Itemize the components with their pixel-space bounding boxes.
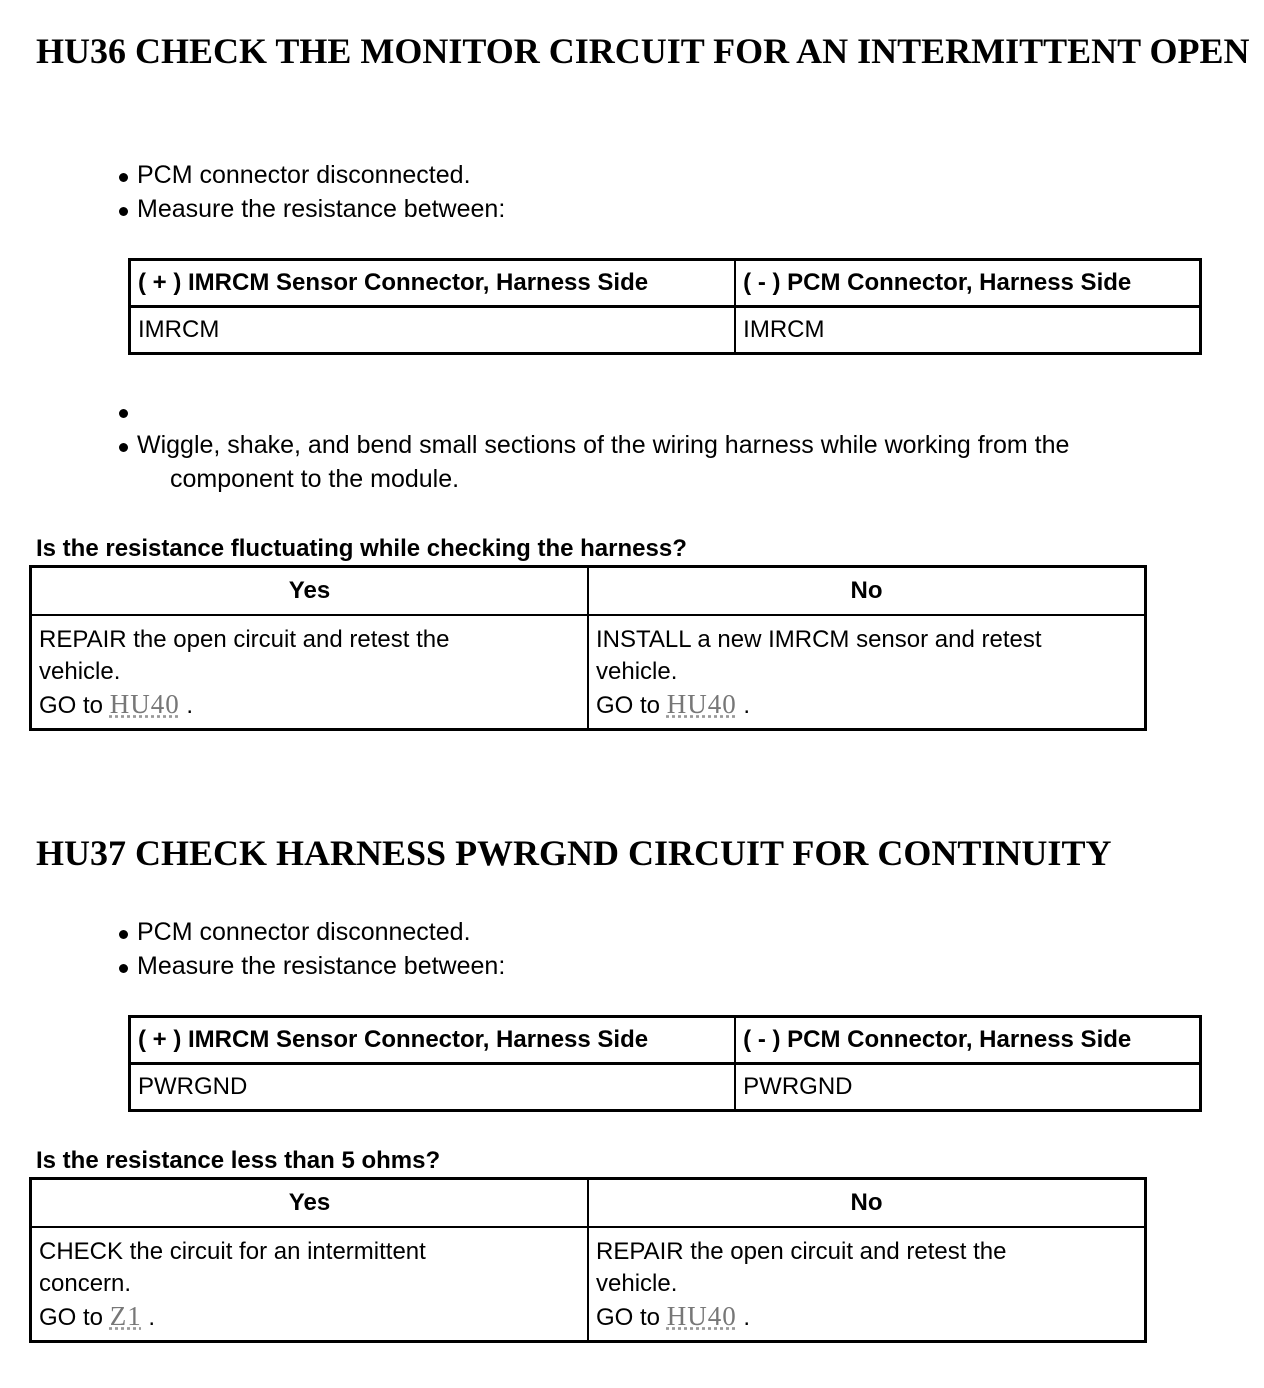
no-goto-suffix: . xyxy=(743,1304,751,1331)
answer-table-hu36 xyxy=(29,565,1147,731)
bullet-text: Wiggle, shake, and bend small sections of the wiring harness while working from the xyxy=(137,431,1070,459)
table-header-positive: ( + ) IMRCM Sensor Connector, Harness Side xyxy=(130,1017,736,1064)
bullet-text-continued: component to the module. xyxy=(170,465,460,493)
no-header: No xyxy=(588,1179,1146,1228)
yes-goto-prefix: GO to xyxy=(39,1304,104,1331)
table-header-negative: ( - ) PCM Connector, Harness Side xyxy=(735,260,1200,307)
no-goto-prefix: GO to xyxy=(596,1304,661,1331)
no-goto-suffix: . xyxy=(743,692,751,719)
bullet-item: PCM connector disconnected. xyxy=(118,158,505,192)
yes-header: Yes xyxy=(31,567,589,616)
table-cell-negative: PWRGND xyxy=(735,1064,1200,1111)
yes-text-line2: concern. xyxy=(39,1270,132,1297)
table-header-negative: ( - ) PCM Connector, Harness Side xyxy=(735,1017,1200,1064)
bullet-item: Measure the resistance between: xyxy=(118,949,505,983)
no-text-line1: REPAIR the open circuit and retest the xyxy=(596,1238,1007,1265)
goto-link-hu40[interactable]: HU40 xyxy=(666,1301,737,1331)
yes-text-line2: vehicle. xyxy=(39,658,121,685)
bullet-item-empty xyxy=(118,394,1198,428)
bullet-list-hu37 xyxy=(118,915,505,983)
no-cell xyxy=(588,1227,1146,1342)
no-header: No xyxy=(588,567,1146,616)
table-header-positive: ( + ) IMRCM Sensor Connector, Harness Side xyxy=(130,260,736,307)
yes-goto-suffix: . xyxy=(186,692,194,719)
bullet-list-hu36-2 xyxy=(118,394,1198,496)
bullet-item: PCM connector disconnected. xyxy=(118,915,505,949)
table-cell-positive: PWRGND xyxy=(130,1064,736,1111)
goto-link-z1[interactable]: Z1 xyxy=(109,1301,142,1331)
answer-table-hu37 xyxy=(29,1177,1147,1343)
yes-goto-prefix: GO to xyxy=(39,692,104,719)
measurement-table-hu37 xyxy=(128,1015,1202,1112)
question-hu36: Is the resistance fluctuating while checking the harness? xyxy=(36,535,687,562)
section-title-hu36: HU36 CHECK THE MONITOR CIRCUIT FOR AN INTERMITTENT OPEN xyxy=(36,31,1250,71)
yes-text-line1: REPAIR the open circuit and retest the xyxy=(39,626,450,653)
measurement-table-hu36 xyxy=(128,258,1202,355)
no-goto-prefix: GO to xyxy=(596,692,661,719)
yes-header: Yes xyxy=(31,1179,589,1228)
bullet-list-hu36 xyxy=(118,158,505,226)
table-cell-positive: IMRCM xyxy=(130,307,736,354)
yes-text-line1: CHECK the circuit for an intermittent xyxy=(39,1238,426,1265)
no-text-line2: vehicle. xyxy=(596,1270,678,1297)
section-title-hu37: HU37 CHECK HARNESS PWRGND CIRCUIT FOR CONTINUITY xyxy=(36,833,1112,873)
no-text-line2: vehicle. xyxy=(596,658,678,685)
no-text-line1: INSTALL a new IMRCM sensor and retest xyxy=(596,626,1042,653)
bullet-item xyxy=(118,428,1198,496)
no-cell xyxy=(588,615,1146,730)
yes-cell xyxy=(31,615,589,730)
yes-goto-suffix: . xyxy=(148,1304,156,1331)
table-cell-negative: IMRCM xyxy=(735,307,1200,354)
question-hu37: Is the resistance less than 5 ohms? xyxy=(36,1147,441,1174)
bullet-item: Measure the resistance between: xyxy=(118,192,505,226)
goto-link-hu40[interactable]: HU40 xyxy=(109,689,180,719)
yes-cell xyxy=(31,1227,589,1342)
goto-link-hu40[interactable]: HU40 xyxy=(666,689,737,719)
